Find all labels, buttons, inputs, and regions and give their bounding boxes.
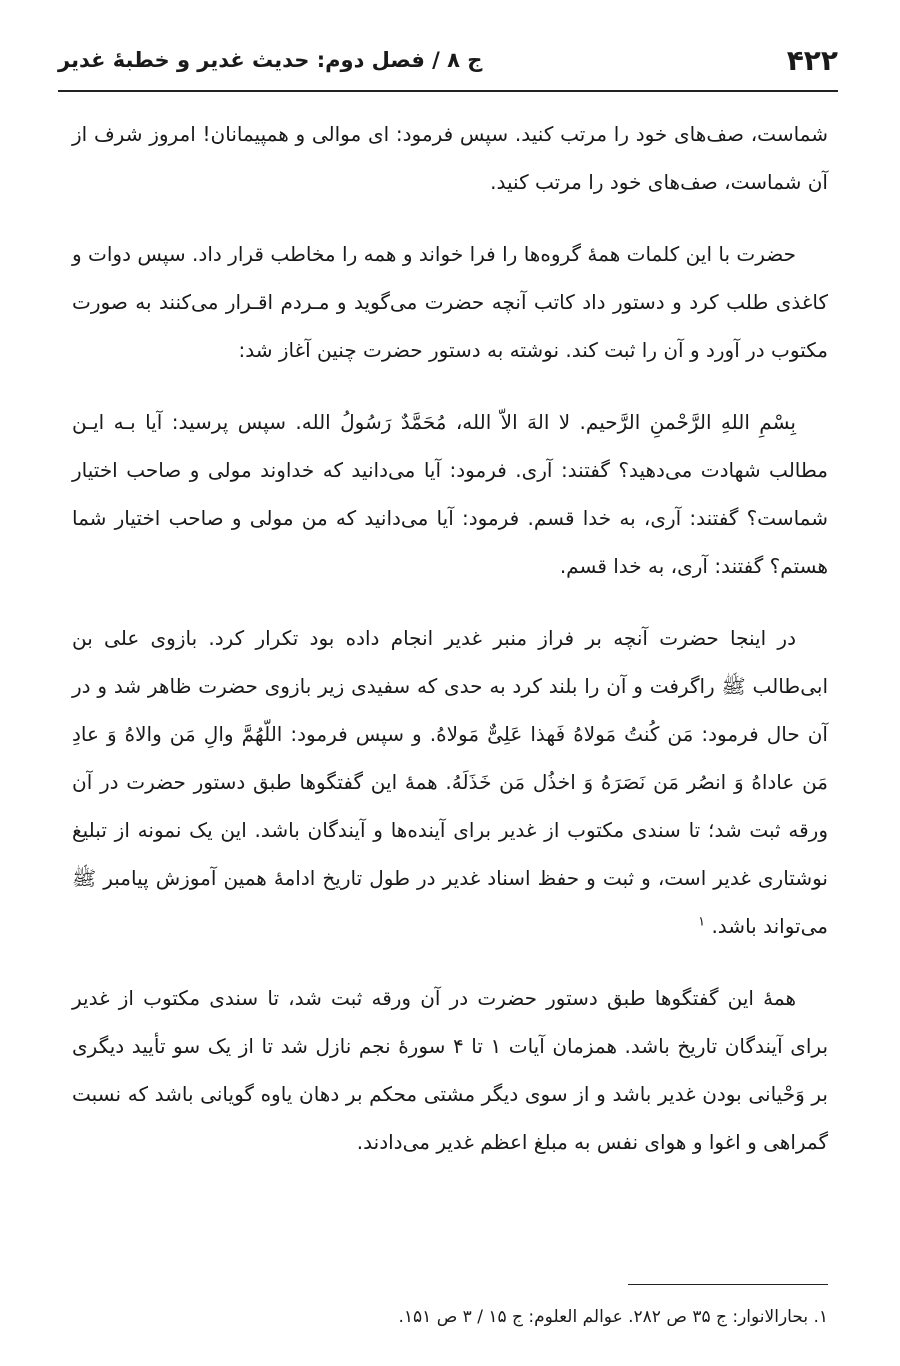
footnote: ۱. بحارالانوار: ج ۳۵ ص ۲۸۲. عوالم العلوم: ج ۱۵ / ۳ ص ۱۵۱. (398, 1307, 828, 1327)
paragraph-3: بِسْمِ اللهِ الرَّحْمنِ الرَّحیم. لا الهَ الاّ الله، مُحَمَّدٌ رَسُولُ الله. سپس پرسید: آیا بـه ایـن مطالب شهادت می‌دهید؟ گفتند: آری. فرمود: آیا می‌دانید که خداوند مولی و صاحب اختیار شماست؟ گفتند: آری، به خدا قسم. فرمود: آیا می‌دانید که من مولی و صاحب اختیار شما هستم؟ گفتند: آری، به خدا قسم. (72, 410, 828, 578)
page-header (58, 30, 838, 92)
paragraph-4-text: در اینجا حضرت آنچه بر فراز منبر غدیر انجام داده بود تکرار کرد. بازوی علی بن ابی‌طالب ﷺ راگرفت و آن را بلند کرد به حدی که سفیدی زیر بازوی حضرت ظاهر شد و در آن حال فرمود: مَن کُنتُ مَولاهُ فَهذا عَلِیٌّ مَولاهُ. و سپس فرمود: اللّهُمَّ والِ مَن والاهُ وَ عادِ مَن عاداهُ وَ انصُر مَن نَصَرَهُ وَ اخذُل مَن خَذَلَهُ. همهٔ این گفتگوها طبق دستور حضرت در آن ورقه ثبت شد؛ تا سندی مکتوب از غدیر برای آینده‌ها و آیندگان باشد. این یک نمونه از تبلیغ نوشتاری غدیر است، و ثبت و حفظ اسناد غدیر در طول تاریخ ادامهٔ همین آموزش پیامبر ﷺ می‌تواند باشد. (72, 626, 828, 938)
paragraph-5: همهٔ این گفتگوها طبق دستور حضرت در آن ورقه ثبت شد، تا سندی مکتوب از غدیر برای آیندگان تاریخ باشد. همزمان آیات ۱ تا ۴ سورهٔ نجم نازل شد تا از یک سو تأیید دیگری بر وَحْیانی بودن غدیر باشد و از سوی دیگر مشتی محکم بر دهان یاوه گویانی باشد که نسبت گمراهی و اغوا و هوای نفس به مبلغ اعظم غدیر می‌دادند. (72, 986, 829, 1154)
footnote-reference: ۱ (698, 914, 706, 930)
page-number: ۴۲۲ (786, 43, 838, 77)
paragraph-1: شماست، صف‌های خود را مرتب کنید. سپس فرمود: ای موالی و همپیمانان! امروز شرف از آن شماست، صف‌های خود را مرتب کنید. (72, 122, 828, 194)
paragraph-2: حضرت با این کلمات همهٔ گروه‌ها را فرا خواند و همه را مخاطب قرار داد. سپس دوات و کاغذی طلب کرد و دستور داد کاتب آنچه حضرت می‌گوید و مـردم اقـرار می‌کنند به صورت مکتوب در آورد و آن را ثبت کند. نوشته به دستور حضرت چنین آغاز شد: (72, 242, 828, 362)
footnote-divider (628, 1284, 828, 1285)
body-text (72, 110, 828, 1190)
running-title: ج ۸ / فصل دوم: حدیث غدیر و خطبهٔ غدیر (58, 48, 483, 72)
paragraph-4 (72, 614, 828, 950)
